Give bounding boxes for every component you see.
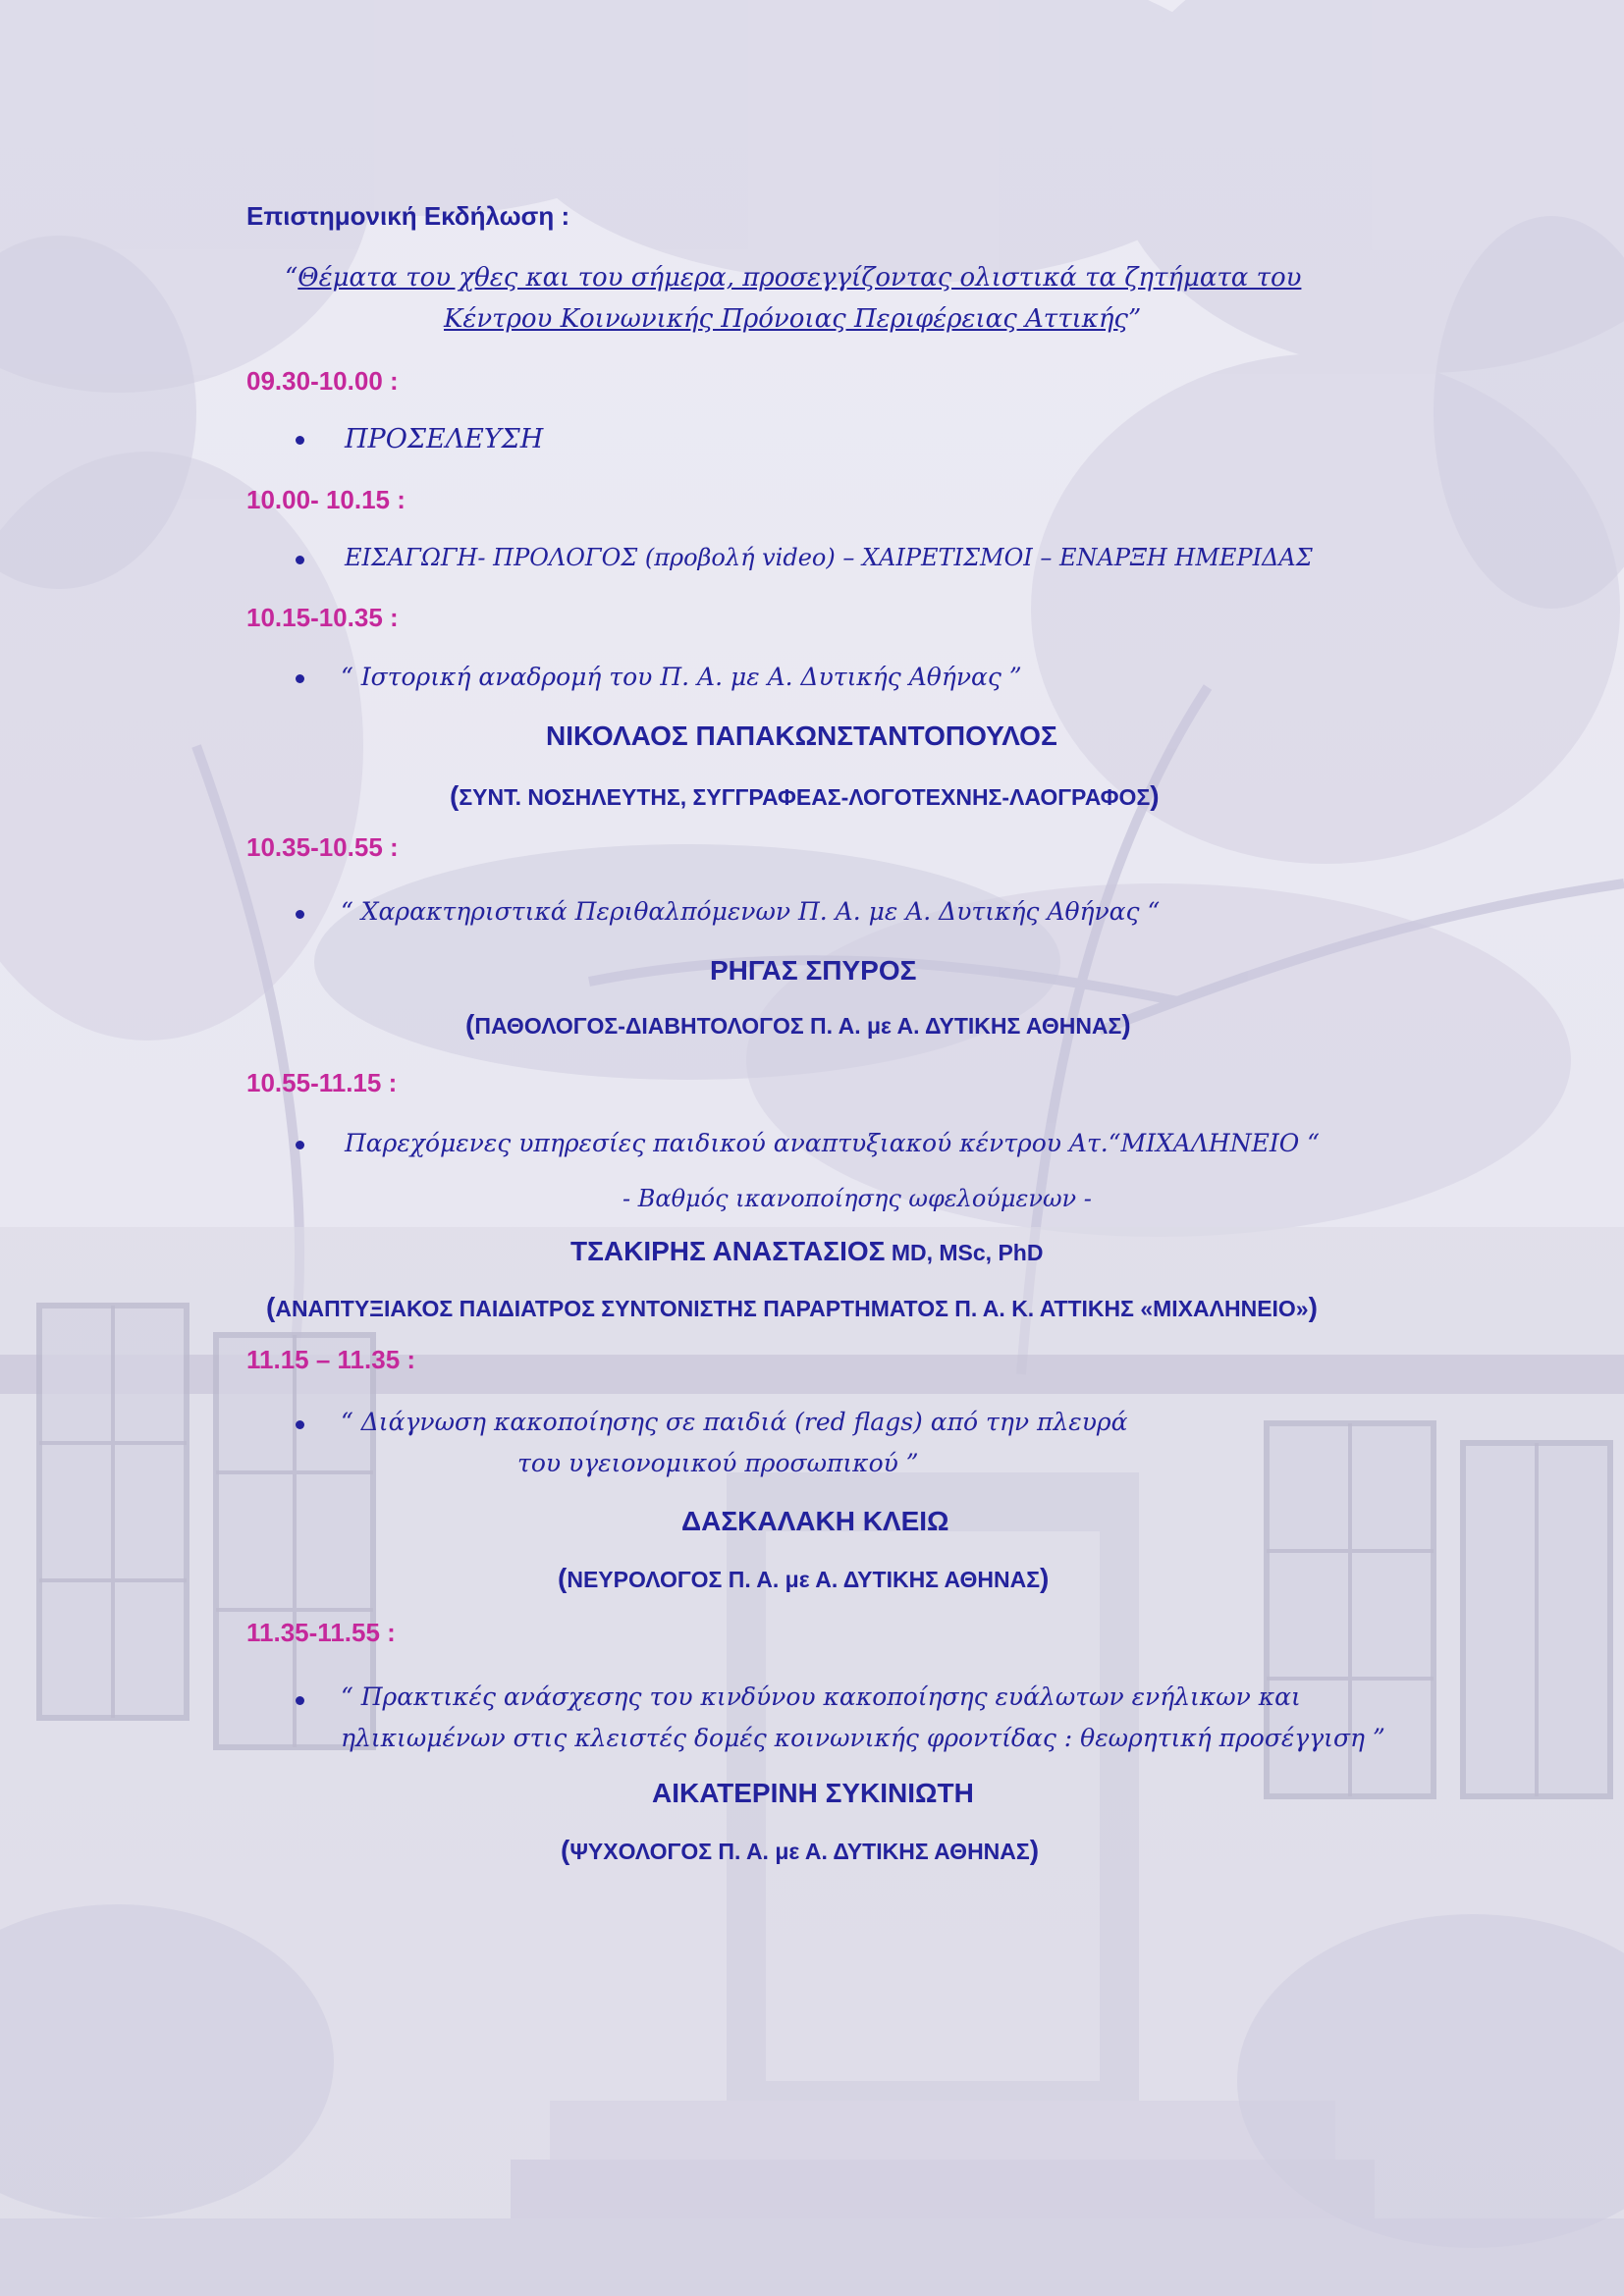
session-topic-5: Παρεχόμενες υπηρεσίες παιδικού αναπτυξιακού κέντρου Ατ.“ΜΙΧΑΛΗΝΕΙΟ “	[345, 1129, 1320, 1157]
session-topic-1: ΠΡΟΣΕΛΕΥΣΗ	[345, 424, 544, 454]
bullet-icon	[296, 1696, 304, 1705]
session-subtopic-5: - Βαθμός ικανοποίησης ωφελούμενων -	[623, 1185, 1092, 1212]
bullet-icon	[296, 556, 304, 564]
bullet-icon	[296, 910, 304, 919]
event-title-line-2	[444, 304, 1141, 334]
bullet-icon	[296, 1141, 304, 1149]
speaker-role-3: (ΣΥΝΤ. ΝΟΣΗΛΕΥΤΗΣ, ΣΥΓΓΡΑΦΕΑΣ-ΛΟΓΟΤΕΧΝΗΣ-ΛΑΟΓΡΑΦΟΣ)	[450, 780, 1160, 811]
speaker-name-3: ΝΙΚΟΛΑΟΣ ΠΑΠΑΚΩΝΣΤΑΝΤΟΠΟΥΛΟΣ	[546, 721, 1057, 751]
event-title-line-1	[285, 263, 1301, 293]
session-time-1: 09.30-10.00 :	[246, 366, 399, 396]
open-quote: “	[285, 263, 298, 293]
session-topic-6: “ Διάγνωση κακοποίησης σε παιδιά (red flags) από την πλευρά	[341, 1408, 1128, 1436]
speaker-name-7: ΑΙΚΑΤΕΡΙΝΗ ΣΥΚΙΝΙΩΤΗ	[652, 1778, 974, 1808]
event-label: Επιστημονική Εκδήλωση :	[246, 201, 570, 231]
speaker-name-6: ΔΑΣΚΑΛΑΚΗ ΚΛΕΙΩ	[681, 1506, 949, 1536]
session-time-3: 10.15-10.35 :	[246, 603, 399, 632]
close-quote: ”	[1127, 304, 1142, 334]
speaker-name-5: ΤΣΑΚΙΡΗΣ ΑΝΑΣΤΑΣΙΟΣ MD, MSc, PhD	[570, 1236, 1044, 1266]
session-time-4: 10.35-10.55 :	[246, 832, 399, 862]
speaker-role-6: (ΝΕΥΡΟΛΟΓΟΣ Π. Α. με Α. ΔΥΤΙΚΗΣ ΑΘΗΝΑΣ)	[558, 1563, 1050, 1593]
speaker-role-7: (ΨΥΧΟΛΟΓΟΣ Π. Α. με Α. ΔΥΤΙΚΗΣ ΑΘΗΝΑΣ)	[561, 1835, 1040, 1865]
session-topic-6-line-2: του υγειονομικού προσωπικού ”	[517, 1449, 919, 1477]
bullet-icon	[296, 674, 304, 683]
session-topic-7-line-2: ηλικιωμένων στις κλειστές δομές κοινωνικής φροντίδας : θεωρητική προσέγγιση ”	[341, 1724, 1385, 1752]
speaker-name-4: ΡΗΓΑΣ ΣΠΥΡΟΣ	[710, 955, 917, 986]
event-title-text-1: Θέματα του χθες και του σήμερα, προσεγγίζοντας ολιστικά τα ζητήματα του	[298, 263, 1302, 293]
session-time-2: 10.00- 10.15 :	[246, 485, 406, 514]
session-time-5: 10.55-11.15 :	[246, 1068, 398, 1097]
session-time-7: 11.35-11.55 :	[246, 1618, 396, 1647]
speaker-role-4: (ΠΑΘΟΛΟΓΟΣ-ΔΙΑΒΗΤΟΛΟΓΟΣ Π. Α. με Α. ΔΥΤΙΚΗΣ ΑΘΗΝΑΣ)	[465, 1009, 1131, 1040]
bullet-icon	[296, 436, 304, 445]
speaker-role-5: (ΑΝΑΠΤΥΞΙΑΚΟΣ ΠΑΙΔΙΑΤΡΟΣ ΣΥΝΤΟΝΙΣΤΗΣ ΠΑΡΑΡΤΗΜΑΤΟΣ Π. Α. Κ. ΑΤΤΙΚΗΣ «ΜΙΧΑΛΗΝΕΙΟ»)	[266, 1292, 1318, 1322]
session-topic-4: “ Χαρακτηριστικά Περιθαλπόμενων Π. Α. με Α. Δυτικής Αθήνας “	[341, 897, 1161, 926]
event-title-text-2: Κέντρου Κοινωνικής Πρόνοιας Περιφέρειας Αττικής	[444, 304, 1128, 334]
bullet-icon	[296, 1420, 304, 1429]
session-time-6: 11.15 – 11.35 :	[246, 1345, 416, 1374]
session-topic-7: “ Πρακτικές ανάσχεσης του κινδύνου κακοποίησης ευάλωτων ενήλικων και	[341, 1682, 1301, 1711]
session-topic-3: “ Ιστορική αναδρομή του Π. Α. με Α. Δυτικής Αθήνας ”	[341, 663, 1022, 691]
session-topic-2: ΕΙΣΑΓΩΓΗ- ΠΡΟΛΟΓΟΣ (προβολή video) – ΧΑΙΡΕΤΙΣΜΟΙ – ΕΝΑΡΞΗ ΗΜΕΡΙΔΑΣ	[345, 544, 1313, 571]
